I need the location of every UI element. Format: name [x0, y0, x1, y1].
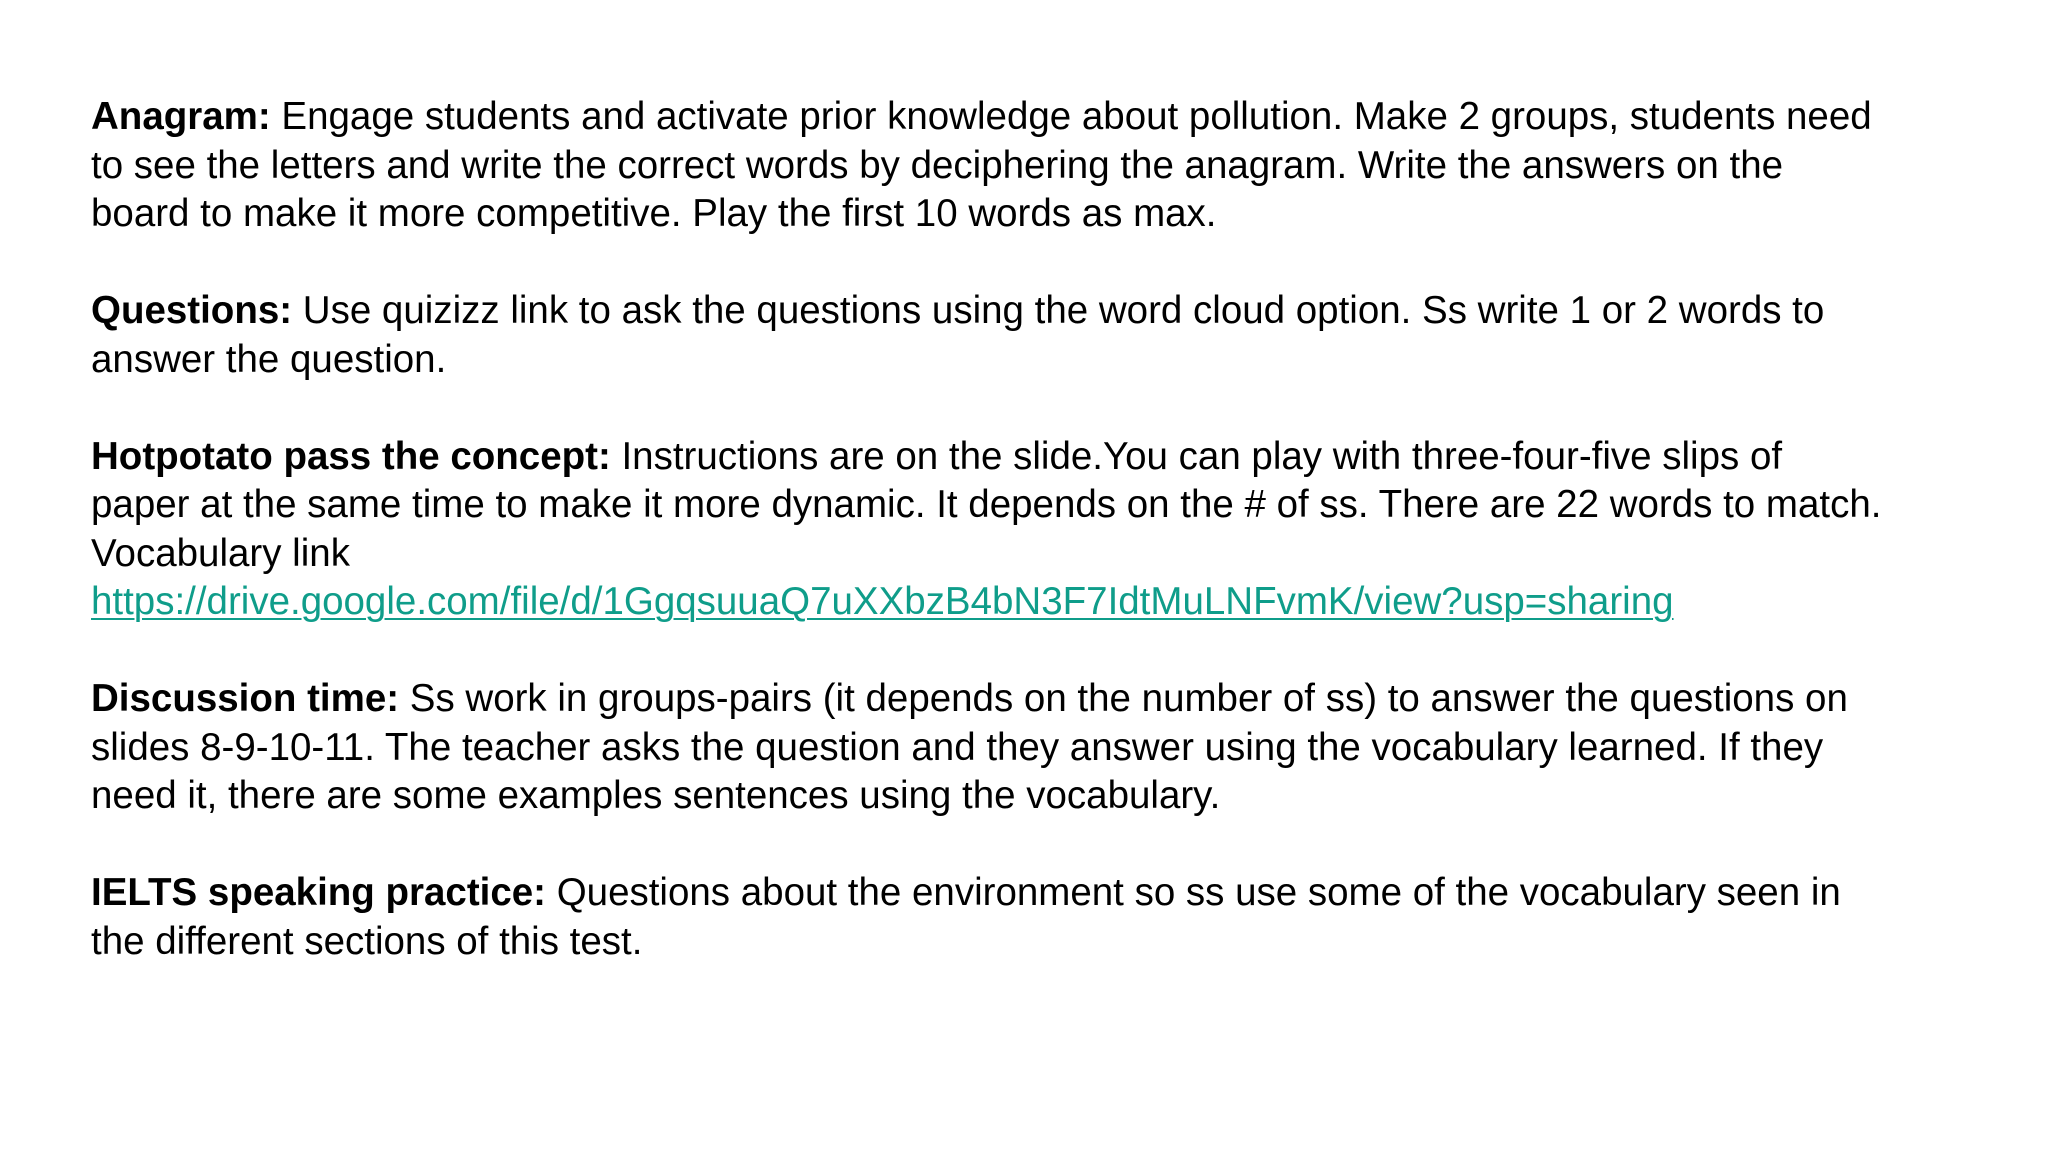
- vocabulary-link[interactable]: https://drive.google.com/file/d/1GgqsuuaQ7uXXbzB4bN3F7IdtMuLNFvmK/view?usp=sharing: [91, 580, 1674, 623]
- section-body: Ss work in groups-pairs (it depends on the number of ss) to answer the questions on slides 8-9-10-11. The teacher asks the question and they answer using the vocabulary learned. If they need it, there are some examples sentences using the vocabulary.: [91, 677, 1848, 817]
- section-ielts: [91, 869, 2008, 966]
- section-discussion: [91, 675, 2008, 821]
- section-heading: Anagram:: [91, 95, 271, 138]
- section-questions: [91, 287, 2008, 384]
- section-body: Questions about the environment so ss use some of the vocabulary seen in the different sections of this test.: [91, 871, 1841, 963]
- section-body: Use quizizz link to ask the questions using the word cloud option. Ss write 1 or 2 words to answer the question.: [91, 289, 1825, 381]
- section-heading: IELTS speaking practice:: [91, 871, 547, 914]
- section-heading: Hotpotato pass the concept:: [91, 434, 611, 478]
- section-heading: Questions:: [91, 289, 293, 332]
- section-body: Engage students and activate prior knowledge about pollution. Make 2 groups, students need to see the letters and write the correct words by deciphering the anagram. Write the answers on the board to make it more competitive. Play the first 10 words as max.: [91, 95, 1872, 235]
- section-heading: Discussion time:: [91, 677, 400, 720]
- section-anagram: [91, 93, 2008, 239]
- section-hotpotato: [91, 433, 2008, 627]
- section-body: Instructions are on the slide.You can play with three-four-five slips of paper at the same time to make it more dynamic. It depends on the # of ss. There are 22 words to match. Vocabulary link: [91, 434, 1882, 575]
